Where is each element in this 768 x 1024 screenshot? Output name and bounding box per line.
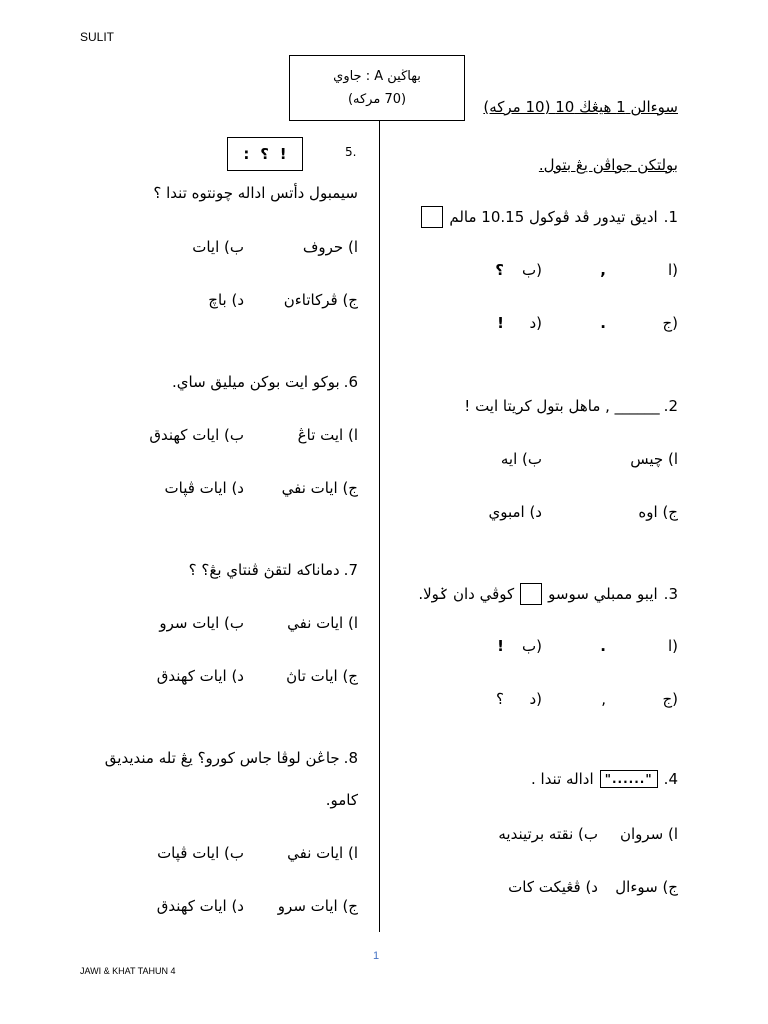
question-8-text-line2: کامو. — [325, 791, 358, 809]
instruction-title: سوءالن 1 هيڠڬ 10 (10 مرکه) — [483, 98, 678, 116]
classification-label: SULIT — [80, 30, 115, 44]
option-d: د) ايات ڤڽات — [164, 479, 244, 497]
question-3 — [418, 583, 678, 605]
option-c: ج) سوءال — [615, 878, 678, 896]
question-6 — [172, 373, 358, 391]
option-c-label: ج) — [662, 314, 678, 332]
section-header-box — [289, 55, 465, 121]
option-c: ج) ايات نفي — [281, 479, 358, 497]
question-7 — [189, 561, 358, 579]
option-b-label: ب) — [522, 637, 542, 655]
quotation-mark-box: "......" — [600, 770, 658, 788]
instruction-text: بولتکن جواڤن يڠ بتول. — [538, 156, 678, 174]
option-d-value: ؟ — [496, 690, 504, 708]
option-b-value: ! — [497, 637, 504, 655]
option-d-label: د) — [529, 314, 542, 332]
option-d: د) ڤڠيکت کات — [508, 878, 598, 896]
question-number: 1. — [663, 208, 678, 226]
question-number: 5. — [345, 145, 357, 159]
option-b: ب) ايه — [500, 450, 542, 468]
option-a: ا) سروان — [619, 825, 678, 843]
option-a-label: ا) — [667, 261, 678, 279]
question-text: دماناکه لتقڽ ڤنتاي بڠ؟ ؟ — [188, 561, 340, 579]
footer-subject: JAWI & KHAT TAHUN 4 — [80, 966, 176, 976]
option-b-label: ب) — [522, 261, 542, 279]
option-c: ج) اوه — [638, 503, 678, 521]
option-c: ج) ڤرکاتاءن — [283, 291, 358, 309]
question-2 — [464, 397, 678, 415]
question-4 — [531, 770, 678, 788]
option-c: ج) ايات سرو — [277, 897, 358, 915]
option-c-value: , — [601, 690, 606, 708]
option-b: ب) ايات — [192, 238, 244, 256]
section-title: بهاڬين A : جاوي — [333, 69, 421, 84]
question-number: 2. — [663, 397, 678, 415]
option-d: د) ايات کهندق — [156, 897, 244, 915]
option-b-value: ؟ — [495, 261, 504, 279]
option-a: ا) ايات نفي — [287, 844, 358, 862]
option-d-label: د) — [529, 690, 542, 708]
option-d: د) ايات کهندق — [156, 667, 244, 685]
question-5-text: سيمبول دأتس اداله چونتوه تندا ؟ — [153, 184, 358, 202]
question-text-after: کوڤي دان ݢولا. — [418, 585, 515, 603]
blank-box — [421, 206, 443, 228]
question-number: 7. — [343, 561, 358, 579]
question-text-before: ايبو ممبلي سوسو — [548, 585, 658, 603]
option-a: ا) حروف — [302, 238, 358, 256]
question-text: ______ , ماهل بتول کريتا ايت ! — [464, 397, 660, 415]
option-c-label: ج) — [662, 690, 678, 708]
section-marks: (70 مرکه) — [347, 92, 407, 107]
page-number: 1 — [373, 950, 380, 962]
question-text: اديق تيدور ڤد ڤوکول 10.15 مالم — [449, 208, 658, 226]
question-text: جاڠن لوڤا جاس کورو؟ يڠ تله منديديق — [104, 749, 340, 767]
question-number: 8. — [343, 749, 358, 767]
option-a-value: , — [600, 261, 606, 279]
option-b: ب) نقته برتينديه — [498, 825, 598, 843]
option-c: ج) ايات تاڽ — [286, 667, 358, 685]
option-a: ا) ايت تاڠ — [297, 426, 358, 444]
option-a-label: ا) — [667, 637, 678, 655]
question-number: 6. — [343, 373, 358, 391]
question-8 — [105, 749, 358, 767]
column-divider — [379, 121, 380, 932]
option-b: ب) ايات ڤڽات — [157, 844, 244, 862]
question-text: اداله تندا . — [530, 770, 594, 788]
option-b: ب) ايات کهندق — [149, 426, 244, 444]
option-a: ا) چيس — [630, 450, 678, 468]
exclamation-symbol: ! — [279, 145, 287, 163]
question-1 — [421, 206, 678, 228]
option-a: ا) ايات نفي — [287, 614, 358, 632]
option-c-value: . — [600, 314, 606, 332]
blank-box — [520, 583, 542, 605]
option-d: د) باچ — [208, 291, 244, 309]
option-d: د) امبوي — [488, 503, 542, 521]
question-text: بوکو ايت بوکن ميليق ساي. — [172, 373, 340, 391]
colon-symbol: : — [243, 145, 250, 163]
question-mark-symbol: ؟ — [260, 145, 269, 163]
option-a-value: . — [600, 637, 606, 655]
option-d-value: ! — [497, 314, 504, 332]
question-number: 3. — [663, 585, 678, 603]
question-number: 4. — [663, 770, 678, 788]
option-b: ب) ايات سرو — [159, 614, 244, 632]
symbols-box — [227, 137, 303, 171]
